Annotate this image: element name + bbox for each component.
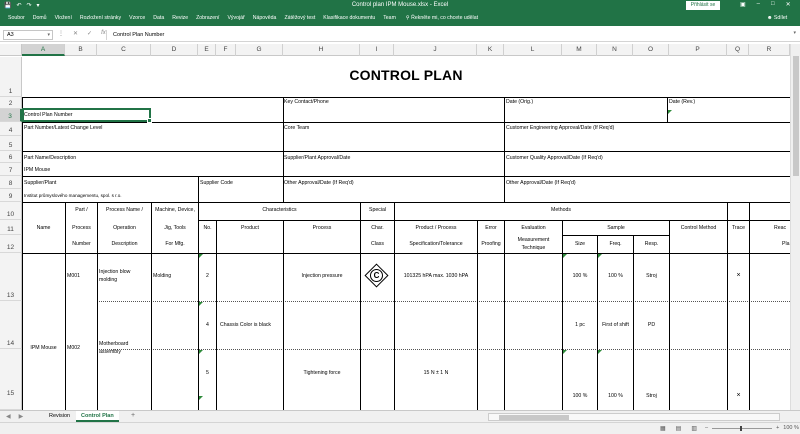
- row-header-11[interactable]: 11: [0, 220, 22, 235]
- worksheet-grid[interactable]: [22, 57, 790, 410]
- border-line: [22, 151, 790, 152]
- key-contact-label[interactable]: Key Contact/Phone: [284, 99, 329, 105]
- name-box[interactable]: [3, 30, 53, 40]
- header-characteristics[interactable]: Characteristics: [262, 207, 297, 213]
- page-break-icon[interactable]: ▥: [691, 426, 698, 432]
- formula-input[interactable]: Control Plan Number: [106, 30, 788, 40]
- col-header-q[interactable]: Q: [727, 44, 749, 56]
- zoom-level[interactable]: 100 %: [783, 425, 799, 431]
- header-machine-2[interactable]: Jig, Tools: [164, 225, 186, 231]
- supplier-plant-label[interactable]: Supplier/Plant: [24, 180, 57, 186]
- zoom-control: [705, 425, 799, 431]
- minimize-icon[interactable]: –: [756, 1, 761, 7]
- row-header-1[interactable]: 1: [0, 57, 22, 97]
- customer-engineering-approval-label[interactable]: Customer Engineering Approval/Date (If Req'd): [506, 125, 615, 131]
- enter-icon[interactable]: ✓: [87, 31, 93, 37]
- person-icon: ☻: [767, 15, 774, 21]
- row-header-15[interactable]: 15: [0, 349, 22, 410]
- header-control-method[interactable]: Control Method: [680, 225, 717, 231]
- tab-help[interactable]: Nápověda: [252, 15, 277, 21]
- r15-freq[interactable]: 100 %: [608, 393, 623, 399]
- col-header-r[interactable]: R: [749, 44, 790, 56]
- border-line: [22, 122, 790, 123]
- comment-indicator: [199, 350, 203, 354]
- border-line: [504, 97, 505, 203]
- add-sheet-button[interactable]: +: [131, 412, 136, 419]
- header-special-3[interactable]: Class: [371, 241, 384, 247]
- expand-formula-icon[interactable]: ▾: [793, 30, 796, 36]
- border-line: [669, 220, 670, 410]
- control-plan-number-label[interactable]: Control Plan Number: [24, 112, 73, 118]
- tell-me-text: Řekněte mi, co chcete udělat: [411, 15, 479, 21]
- border-line: [216, 220, 217, 410]
- col-header-m[interactable]: M: [562, 44, 597, 56]
- border-line: [22, 97, 23, 410]
- r13-size[interactable]: 100 %: [572, 273, 588, 279]
- maximize-icon[interactable]: □: [771, 1, 775, 7]
- col-header-p[interactable]: P: [669, 44, 727, 56]
- r14-freq[interactable]: First of shift: [602, 322, 629, 328]
- border-line: [749, 202, 750, 410]
- share-label: Sdílet: [773, 15, 788, 21]
- header-machine-3[interactable]: For Mfg.: [165, 241, 185, 247]
- r14-process-1[interactable]: Motherboard: [99, 341, 129, 347]
- border-line: [477, 220, 478, 410]
- zoom-out-icon[interactable]: –: [705, 425, 709, 431]
- row-header-12[interactable]: 12: [0, 235, 22, 253]
- r14-no[interactable]: 4: [206, 322, 209, 328]
- ribbon: [0, 12, 800, 26]
- row-header-8[interactable]: 8: [0, 176, 22, 189]
- row-header-3[interactable]: 3: [0, 109, 22, 122]
- chevron-down-icon[interactable]: ▾: [47, 32, 50, 38]
- r15-resp[interactable]: Stroj: [646, 393, 657, 399]
- other-approval-label-1[interactable]: Other Approval/Date (If Req'd): [284, 180, 354, 186]
- undo-icon[interactable]: ↶: [16, 3, 22, 9]
- header-special-1[interactable]: Special: [368, 207, 386, 213]
- r15-spec[interactable]: 15 N ± 1 N: [423, 370, 449, 376]
- column-headers: [0, 44, 800, 56]
- zoom-slider[interactable]: [712, 428, 772, 429]
- header-sample[interactable]: Sample: [607, 225, 625, 231]
- comment-indicator: [598, 254, 602, 258]
- sheet-tab-revision[interactable]: Revision: [49, 413, 71, 419]
- tab-developer[interactable]: Vývojář: [227, 15, 245, 21]
- row-header-6[interactable]: 6: [0, 151, 22, 163]
- part-number-label[interactable]: Part Number/Latest Change Level: [24, 125, 103, 131]
- border-line: [562, 235, 669, 236]
- r14-resp[interactable]: PD: [647, 322, 656, 328]
- r13-freq[interactable]: 100 %: [608, 273, 623, 279]
- r13-trace-mark[interactable]: ×: [736, 272, 741, 279]
- tab-page-layout[interactable]: Rozložení stránky: [79, 15, 122, 21]
- col-header-o[interactable]: O: [633, 44, 669, 56]
- tell-me-search[interactable]: [406, 15, 478, 21]
- border-line: [97, 202, 98, 410]
- scroll-right-icon[interactable]: ▶: [18, 414, 24, 420]
- r14-process-2[interactable]: assembly: [99, 349, 121, 355]
- col-header-n[interactable]: N: [597, 44, 633, 56]
- r13-spec[interactable]: 101325 hPA max. 1030 hPA: [403, 273, 469, 279]
- border-line: [22, 253, 790, 254]
- core-team-label[interactable]: Core Team: [284, 125, 310, 131]
- border-line: [394, 220, 727, 221]
- col-header-f[interactable]: F: [216, 44, 236, 56]
- comment-indicator: [199, 254, 203, 258]
- border-line: [22, 176, 790, 177]
- r14-name[interactable]: IPM Mouse: [30, 345, 57, 351]
- r13-machine[interactable]: Molding: [153, 273, 172, 279]
- col-header-k[interactable]: K: [477, 44, 504, 56]
- border-line: [65, 202, 66, 410]
- col-header-l[interactable]: L: [504, 44, 562, 56]
- border-line: [727, 202, 728, 410]
- r14-product[interactable]: Chassis Color is black: [220, 322, 272, 328]
- tab-load-test[interactable]: Zátěžový test: [284, 15, 316, 21]
- r14-size[interactable]: 1 pc: [575, 322, 585, 328]
- sheet-tab-bar: [0, 410, 800, 422]
- zoom-in-icon[interactable]: +: [776, 425, 780, 431]
- tab-team[interactable]: Team: [383, 15, 396, 21]
- row-header-5[interactable]: 5: [0, 136, 22, 151]
- row-header-13[interactable]: 13: [0, 253, 22, 301]
- customize-icon[interactable]: ▾: [36, 3, 40, 9]
- border-line: [283, 220, 284, 410]
- border-line: [562, 220, 563, 410]
- formula-bar: [0, 28, 800, 42]
- header-error-2[interactable]: Proofing: [481, 241, 501, 247]
- sheet-navigation: [6, 413, 23, 420]
- tab-view[interactable]: Zobrazení: [196, 15, 220, 21]
- header-eval-1[interactable]: Evaluation: [521, 225, 546, 231]
- tab-formulas[interactable]: Vzorce: [129, 15, 146, 21]
- row-header-2[interactable]: 2: [0, 97, 22, 109]
- row-header-10[interactable]: 10: [0, 202, 22, 220]
- date-orig-label[interactable]: Date (Orig.): [506, 99, 534, 105]
- fill-handle[interactable]: [147, 118, 152, 123]
- cancel-icon[interactable]: ✕: [73, 31, 79, 37]
- normal-view-icon[interactable]: ▦: [660, 426, 666, 432]
- tab-home[interactable]: Domů: [32, 15, 47, 21]
- comment-indicator: [199, 396, 203, 400]
- tab-data[interactable]: Data: [153, 15, 165, 21]
- header-spec-2[interactable]: Specification/Tolerance: [409, 241, 463, 247]
- vertical-scrollbar[interactable]: [790, 44, 800, 410]
- comment-indicator: [563, 254, 567, 258]
- header-reaction-1[interactable]: Reac: [774, 225, 787, 231]
- sheet-title: CONTROL PLAN: [349, 67, 463, 83]
- r13-resp[interactable]: Stroj: [646, 273, 657, 279]
- row-header-7[interactable]: 7: [0, 163, 22, 176]
- header-trace[interactable]: Trace: [731, 225, 746, 231]
- part-name-label[interactable]: Part Name/Description: [24, 155, 77, 161]
- comment-indicator: [199, 302, 203, 306]
- supplier-plant-value[interactable]: Institut průmyslového managementu, spol. s r.o.: [24, 193, 122, 198]
- r13-process-2[interactable]: molding: [99, 277, 118, 283]
- ribbon-tabs: [4, 15, 478, 21]
- row-header-4[interactable]: 4: [0, 122, 22, 136]
- header-methods[interactable]: Methods: [551, 207, 571, 213]
- comment-indicator: [668, 110, 672, 114]
- r13-process-1[interactable]: Injection blow: [99, 269, 131, 275]
- scroll-left-icon[interactable]: ◀: [6, 414, 11, 420]
- col-header-a[interactable]: A: [22, 44, 65, 56]
- row-header-9[interactable]: 9: [0, 189, 22, 202]
- col-header-c[interactable]: C: [97, 44, 151, 56]
- r13-char-process[interactable]: Injection pressure: [301, 273, 343, 279]
- header-part-2[interactable]: Process: [72, 225, 91, 231]
- border-line: [22, 202, 790, 203]
- supplier-plant-approval-label[interactable]: Supplier/Plant Approval/Date: [284, 155, 351, 161]
- header-no[interactable]: No.: [203, 225, 212, 231]
- col-header-i[interactable]: I: [360, 44, 394, 56]
- header-size[interactable]: Size: [574, 241, 586, 247]
- header-eval-2[interactable]: Measurement: [517, 237, 550, 243]
- col-header-e[interactable]: E: [198, 44, 216, 56]
- header-freq[interactable]: Freq.: [609, 241, 622, 247]
- date-rev-label[interactable]: Date (Rev.): [669, 99, 696, 105]
- tab-classification[interactable]: Klasifikace dokumentu: [323, 15, 376, 21]
- formula-buttons: [58, 30, 106, 37]
- header-machine-1[interactable]: Machine, Device,: [155, 207, 195, 213]
- tab-insert[interactable]: Vložení: [54, 15, 72, 21]
- redo-icon[interactable]: ↷: [26, 3, 32, 9]
- col-header-g[interactable]: G: [236, 44, 283, 56]
- insert-function-icon[interactable]: fx: [101, 30, 106, 36]
- header-spec-1[interactable]: Product / Process: [415, 225, 457, 231]
- border-line: [198, 202, 199, 410]
- header-resp[interactable]: Resp.: [644, 241, 659, 247]
- sign-in-button[interactable]: Přihlásit se: [686, 1, 720, 10]
- status-bar: [0, 422, 800, 434]
- part-name-value[interactable]: IPM Mouse: [24, 167, 51, 173]
- save-icon[interactable]: 💾: [4, 3, 12, 9]
- lightbulb-icon: ⚲: [405, 15, 412, 21]
- close-icon[interactable]: ✕: [785, 2, 791, 8]
- r13-no[interactable]: 2: [206, 273, 209, 279]
- ribbon-display-icon[interactable]: ▣: [740, 2, 746, 8]
- view-buttons: [660, 425, 697, 432]
- border-line: [22, 97, 790, 98]
- row-header-14[interactable]: 14: [0, 301, 22, 349]
- header-process-3[interactable]: Description: [111, 241, 138, 247]
- comment-indicator: [598, 350, 602, 354]
- options-icon[interactable]: ⋮: [58, 31, 64, 37]
- horizontal-scrollbar[interactable]: [488, 413, 780, 421]
- r15-size[interactable]: 100 %: [572, 393, 588, 399]
- header-part-3[interactable]: Number: [72, 241, 91, 247]
- horizontal-scroll-thumb[interactable]: [499, 415, 569, 420]
- header-reaction-2[interactable]: Pla: [782, 241, 790, 247]
- col-header-b[interactable]: B: [65, 44, 97, 56]
- page-layout-icon[interactable]: ▤: [675, 426, 682, 432]
- active-cell-a3[interactable]: [22, 108, 151, 122]
- share-button[interactable]: [767, 15, 787, 21]
- header-name[interactable]: Name: [36, 225, 51, 231]
- other-approval-label-2[interactable]: Other Approval/Date (If Req'd): [506, 180, 576, 186]
- select-all-corner[interactable]: [0, 44, 22, 56]
- header-process-1[interactable]: Process Name /: [106, 207, 143, 213]
- r15-no[interactable]: 5: [206, 370, 209, 376]
- r13-part-number[interactable]: M001: [67, 273, 80, 279]
- header-error-1[interactable]: Error: [485, 225, 497, 231]
- sheet-tab-control-plan[interactable]: Control Plan: [76, 411, 119, 422]
- customer-quality-approval-label[interactable]: Customer Quality Approval/Date (If Req'd): [506, 155, 603, 161]
- critical-char-icon: C: [370, 269, 383, 282]
- tab-file[interactable]: Soubor: [8, 15, 25, 21]
- r14-part-number[interactable]: M002: [67, 345, 80, 351]
- window-title: Control plan IPM Mouse.xlsx - Excel: [351, 2, 449, 8]
- header-product[interactable]: Product: [241, 225, 259, 231]
- window-controls: [740, 1, 791, 8]
- comment-indicator: [563, 350, 567, 354]
- vertical-scroll-thumb[interactable]: [793, 56, 799, 176]
- header-eval-3[interactable]: Technique: [521, 245, 546, 251]
- border-line: [151, 202, 152, 410]
- border-line: [283, 97, 284, 203]
- name-box-value: A3: [7, 32, 14, 38]
- header-process-2[interactable]: Operation: [113, 225, 136, 231]
- col-header-h[interactable]: H: [283, 44, 360, 56]
- col-header-d[interactable]: D: [151, 44, 198, 56]
- header-special-2[interactable]: Char.: [371, 225, 384, 231]
- tab-review[interactable]: Revize: [172, 15, 189, 21]
- r15-trace-mark[interactable]: ×: [736, 392, 741, 399]
- header-part-1[interactable]: Part /: [75, 207, 88, 213]
- border-line: [394, 202, 395, 410]
- header-char-process[interactable]: Process: [312, 225, 332, 231]
- border-line: [360, 202, 361, 410]
- col-header-j[interactable]: J: [394, 44, 477, 56]
- title-bar: [0, 0, 800, 12]
- supplier-code-label[interactable]: Supplier Code: [200, 180, 233, 186]
- border-line: [198, 176, 199, 203]
- r15-char-process[interactable]: Tightening force: [303, 370, 341, 376]
